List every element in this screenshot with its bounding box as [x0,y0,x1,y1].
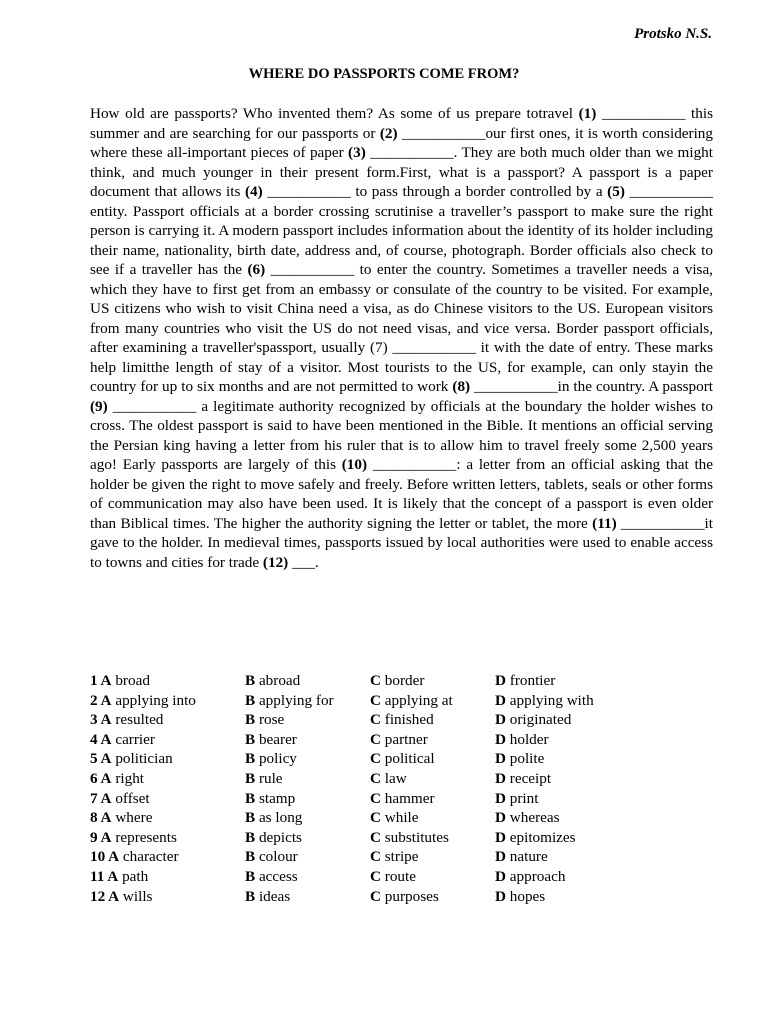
option-text: partner [384,730,428,748]
page-title: WHERE DO PASSPORTS COME FROM? [248,66,520,82]
answer-options-list [90,671,713,906]
option-text: wills [122,887,153,905]
option-text: purposes [384,887,439,905]
option-row-8 [90,808,713,828]
option-letter: B [245,828,256,846]
option-b [245,691,334,711]
option-row-7 [90,789,713,809]
option-letter: D [495,809,506,827]
option-b [245,887,290,907]
option-row-6 [90,769,713,789]
gap-number: (4) [245,183,263,200]
author-name: Protsko N.S. [634,26,712,42]
option-letter: B [245,769,256,787]
option-letter: C [370,672,381,689]
option-text: frontier [509,672,556,689]
option-letter: B [245,867,256,885]
option-letter: C [370,730,381,748]
option-letter: D [495,691,506,709]
option-text: border [384,672,425,689]
passage-segment: ___________ a legitimate authority recognized by officials at the boundary the holder wishes to cross. The oldest passport is said to have been mentioned in the Bible. It mentions an official serving the Persian king having a letter from his ruler that is to allow him to travel freely some 2,500 years ago! Early passports are largely of this [90,397,713,473]
option-b [245,710,284,730]
option-d [495,671,555,691]
option-text: broad [115,672,150,689]
option-text: whereas [509,809,560,827]
option-c [370,710,434,730]
option-text: abroad [258,672,301,689]
option-row-10 [90,847,713,867]
gap-number: (1) [578,105,597,122]
option-text: law [384,769,407,787]
option-letter: D [495,730,506,748]
option-c [370,671,424,691]
option-d [495,710,571,730]
option-row-4 [90,730,713,750]
option-text: colour [258,848,298,866]
option-text: substitutes [384,828,449,846]
passage-text [90,104,713,572]
option-text: applying for [258,691,334,709]
option-d [495,847,548,867]
option-text: ideas [258,887,291,905]
option-letter: 11 A [90,867,119,885]
option-text: applying into [115,691,196,709]
option-b [245,847,298,867]
option-d [495,867,565,887]
option-text: hopes [509,887,546,905]
option-letter: D [495,769,506,787]
option-d [495,789,538,809]
option-text: depicts [258,828,302,846]
option-row-9 [90,828,713,848]
option-text: represents [115,828,177,846]
option-row-1 [90,671,713,691]
option-text: epitomizes [509,828,576,846]
option-letter: C [370,809,381,827]
option-letter: B [245,887,256,905]
option-c [370,847,419,867]
option-c [370,769,407,789]
option-letter: 9 A [90,828,112,846]
option-text: politician [115,750,173,768]
option-letter: 2 A [90,691,112,709]
option-letter: C [370,691,381,709]
option-b [245,749,297,769]
option-letter: 8 A [90,809,112,827]
option-letter: B [245,711,256,729]
option-c [370,887,439,907]
option-letter: 6 A [90,769,112,787]
option-text: applying at [384,691,453,709]
option-letter: B [245,672,256,689]
gap-number: (10) [341,456,368,473]
option-letter: C [370,769,381,787]
option-text: route [384,867,416,885]
option-text: nature [509,848,548,866]
passage-segment: How old are passports? Who invented them? As some of us prepare totravel [90,105,579,122]
option-letter: D [495,848,506,866]
option-text: right [115,769,145,787]
option-text: approach [509,867,566,885]
option-text: rose [258,711,285,729]
option-text: while [384,809,419,827]
option-letter: 12 A [90,887,120,905]
option-row-5 [90,749,713,769]
option-text: political [384,750,435,768]
option-letter: D [495,711,506,729]
option-letter: C [370,789,381,807]
option-letter: D [495,887,506,905]
option-text: policy [258,750,297,768]
option-d [495,691,594,711]
option-letter: B [245,730,256,748]
option-text: stamp [258,789,296,807]
option-letter: B [245,848,256,866]
option-letter: C [370,867,381,885]
gap-number: (11) [592,514,617,532]
option-letter: 1 A [90,672,112,689]
option-d [495,749,544,769]
option-b [245,789,295,809]
gap-number: (5) [607,183,625,200]
option-letter: B [245,691,256,709]
passage-segment: ___________in the country. A passport [470,378,714,395]
gap-number: (9) [90,397,108,415]
passage-segment: ___________ to enter the country. Sometimes a traveller needs a visa, which they have to first get from an embassy or consulate of the country to be visited. For example, US citizens who wish to visit China need a visa, as do Chinese visitors to the US. European visitors from many countries who visit the US do not need visas, and vice versa. Border passport officials, after examining a traveller'spassport, usually (7) ___________ it with the date of entry. These marks help limitthe length of stay of a visitor. Most tourists to the US, for example, can only stayin the country for up to six months and are not permitted to work [90,261,713,395]
option-text: resulted [115,711,164,729]
option-a [90,808,152,828]
option-row-2 [90,691,713,711]
option-letter: 3 A [90,711,112,729]
option-b [245,867,298,887]
passage-segment: ___________ this summer and are searching for our passports or [90,105,713,142]
option-text: as long [258,809,303,827]
option-text: print [509,789,539,807]
option-text: character [122,848,179,866]
option-b [245,828,302,848]
option-text: finished [384,711,434,729]
passage-segment: ___________ entity. Passport officials at a border crossing scrutinise a traveller’s passport to make sure the right person is carrying it. A modern passport includes information about the identity of its holder including their name, nationality, birth date, address and, of course, photograph. Border officials also check to see if a traveller has the [90,183,714,278]
option-d [495,769,551,789]
option-b [245,769,283,789]
option-c [370,867,416,887]
gap-number: (3) [348,144,366,161]
option-text: receipt [509,769,552,787]
gap-number: (6) [247,261,266,278]
option-text: where [115,809,153,827]
option-c [370,730,428,750]
option-text: path [122,867,149,885]
option-b [245,730,297,750]
option-letter: C [370,887,381,905]
option-text: originated [509,711,572,729]
option-d [495,730,549,750]
option-row-11 [90,867,713,887]
passage-segment: ___________: a letter from an official asking that the holder be given the right to move safely and freely. Before written letters, tablets, seals or other forms of communication may also have been used. It is likely that the concept of a passport is even older than Biblical times. The higher the authority signing the letter or tablet, the more [90,456,713,532]
option-row-12 [90,887,713,907]
option-a [90,730,155,750]
option-a [90,671,150,691]
option-text: offset [115,789,150,807]
gap-number: (8) [452,378,471,395]
gap-number: (12) [262,553,289,571]
option-text: access [258,867,298,885]
option-text: stripe [384,848,419,866]
option-letter: D [495,867,506,885]
passage-segment: ___________it gave to the holder. In medieval times, passports issued by local authorities were used to enable access to towns and cities for trade [90,514,713,571]
gap-number: (2) [379,124,398,142]
option-text: bearer [258,730,297,748]
option-letter: 7 A [90,789,112,807]
option-a [90,749,173,769]
option-a [90,887,152,907]
option-a [90,828,177,848]
option-c [370,828,449,848]
option-letter: D [495,750,506,768]
passage-segment: ___________. They are both much older than we might think, and much younger in their present form.First, what is a passport? A passport is a paper document that allows its [90,144,713,200]
option-a [90,769,144,789]
option-letter: 4 A [90,730,112,748]
option-letter: C [370,711,381,729]
option-text: hammer [384,789,435,807]
option-letter: B [245,809,256,827]
option-c [370,789,435,809]
option-b [245,671,300,691]
option-c [370,749,435,769]
option-text: carrier [115,730,155,748]
option-letter: D [495,828,506,846]
option-c [370,691,453,711]
option-c [370,808,419,828]
option-d [495,828,576,848]
option-d [495,808,560,828]
option-text: rule [258,769,283,787]
option-letter: D [495,672,506,689]
option-letter: 10 A [90,848,120,866]
option-d [495,887,545,907]
option-letter: D [495,789,506,807]
option-letter: 5 A [90,750,112,768]
option-row-3 [90,710,713,730]
option-a [90,789,150,809]
passage-segment: ___________ to pass through a border controlled by a [262,183,608,200]
option-letter: C [370,848,381,866]
option-letter: C [370,828,381,846]
passage-segment: ___. [288,553,319,571]
option-letter: B [245,789,256,807]
option-a [90,710,163,730]
option-letter: C [370,750,381,768]
option-a [90,867,148,887]
option-b [245,808,302,828]
option-text: applying with [509,691,594,709]
option-letter: B [245,750,256,768]
option-a [90,847,179,867]
passage-segment: ___________our first ones, it is worth considering where these all-important pieces of paper [90,124,713,161]
option-text: holder [509,730,549,748]
option-text: polite [509,750,545,768]
option-a [90,691,196,711]
